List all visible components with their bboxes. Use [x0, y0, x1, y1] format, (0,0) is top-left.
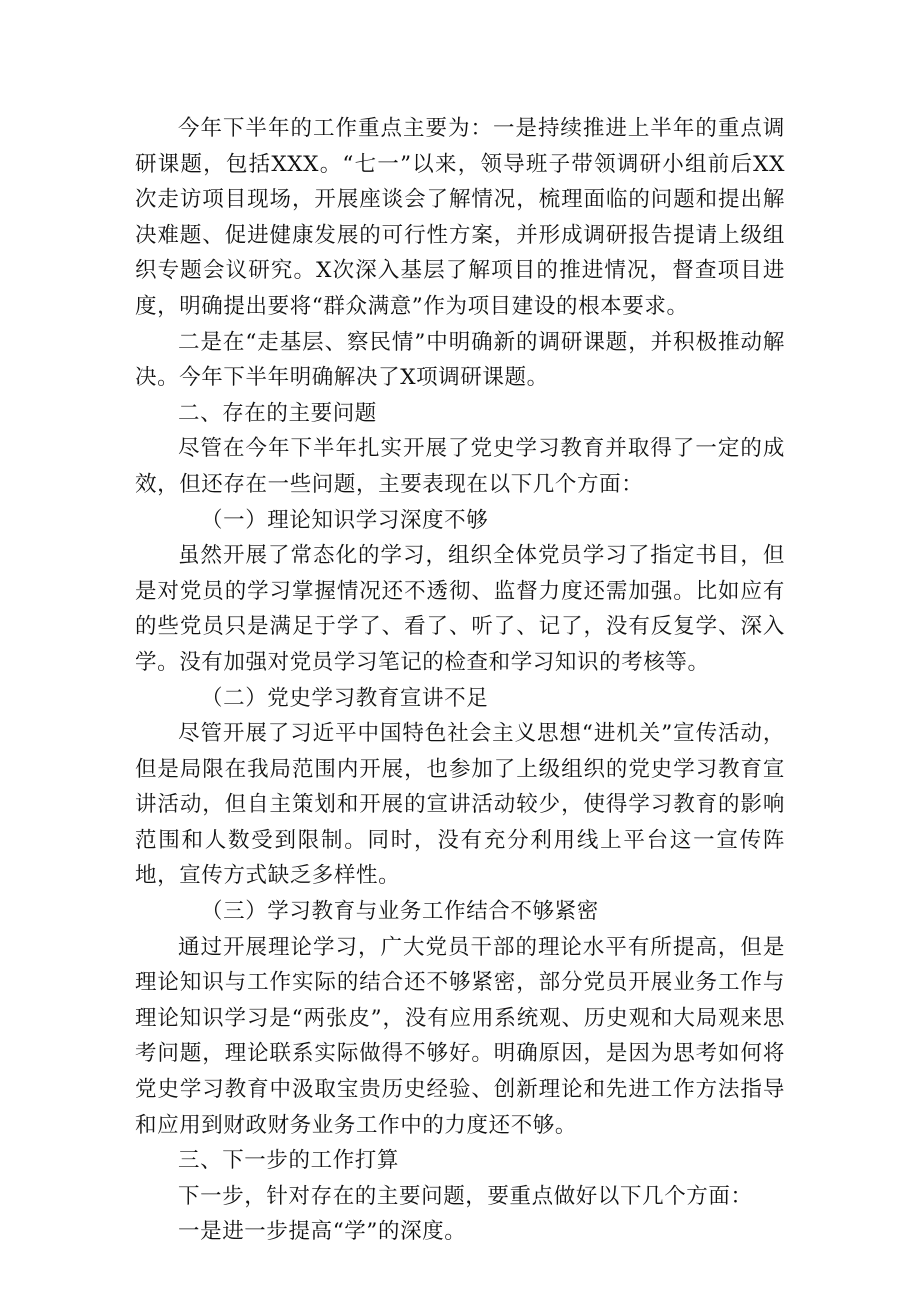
document-body [135, 0, 785, 1250]
document-page [135, 0, 785, 1301]
section-heading-main-problems: 二、存在的主要问题 [178, 400, 377, 426]
subheading-work-integration: （三）学习教育与业务工作结合不够紧密 [201, 899, 599, 925]
paragraph-publicity: 尽管开展了习近平中国特色社会主义思想“进机关”宣传活动，但是局限在我局范围内开展，也参加了上级组织的党史学习教育宣讲活动，但自主策划和开展的宣讲活动较少，使得学习教育的影响范围和人数受到限制。同时，没有充分利用线上平台这一宣传阵地，宣传方式缺乏多样性。 [135, 721, 785, 889]
subheading-publicity: （二）党史学习教育宣讲不足 [201, 685, 489, 711]
subheading-theory-depth: （一）理论知识学习深度不够 [201, 507, 489, 533]
paragraph-next-steps-intro: 下一步，针对存在的主要问题，要重点做好以下几个方面： [178, 1183, 753, 1209]
paragraph-work-focus: 今年下半年的工作重点主要为：一是持续推进上半年的重点调研课题，包括XXX。“七一”以来，领导班子带领调研小组前后XX次走访项目现场，开展座谈会了解情况，梳理面临的问题和提出解决难题、促进健康发展的可行性方案，并形成调研报告提请上级组织专题会议研究。X次深入基层了解项目的推进情况，督查项目进度，明确提出要将“群众满意”作为项目建设的根本要求。 [135, 116, 785, 319]
paragraph-work-integration: 通过开展理论学习，广大党员干部的理论水平有所提高，但是理论知识与工作实际的结合还不够紧密，部分党员开展业务工作与理论知识学习是“两张皮”，没有应用系统观、历史观和大局观来思考问题，理论联系实际做得不够好。明确原因，是因为思考如何将党史学习教育中汲取宝贵历史经验、创新理论和先进工作方法指导和应用到财政财务业务工作中的力度还不够。 [135, 934, 785, 1138]
section-heading-next-steps: 三、下一步的工作打算 [178, 1148, 400, 1174]
paragraph-grassroots-research: 二是在“走基层、察民情”中明确新的调研课题，并积极推动解决。今年下半年明确解决了X项调研课题。 [135, 329, 785, 391]
paragraph-theory-depth: 虽然开展了常态化的学习，组织全体党员学习了指定书目，但是对党员的学习掌握情况还不透彻、监督力度还需加强。比如应有的些党员只是满足于学了、看了、听了、记了，没有反复学、深入学。没有加强对党员学习笔记的检查和学习知识的考核等。 [135, 543, 785, 675]
paragraph-problems-intro: 尽管在今年下半年扎实开展了党史学习教育并取得了一定的成效，但还存在一些问题，主要表现在以下几个方面： [135, 436, 785, 497]
paragraph-first-step: 一是进一步提高“学”的深度。 [178, 1219, 467, 1245]
